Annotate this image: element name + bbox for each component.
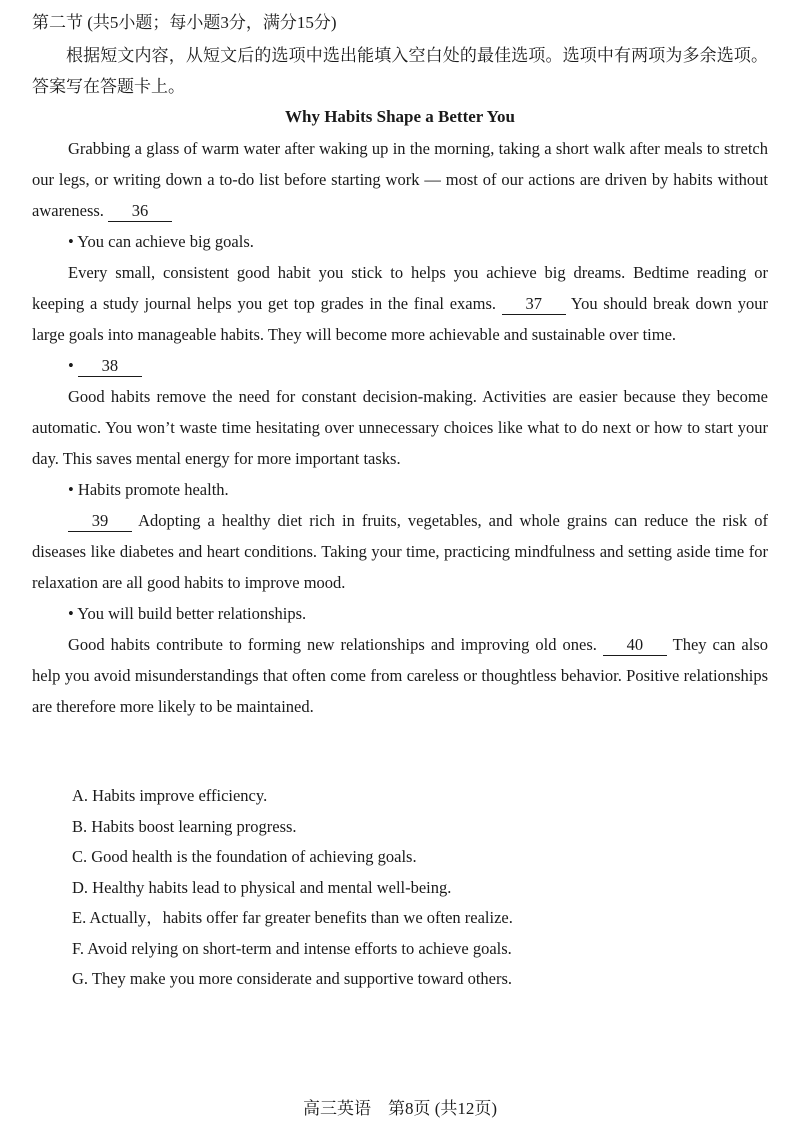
- blank-40: 40: [603, 635, 667, 656]
- bullet-blank-38: [32, 350, 768, 381]
- bullet-promote-health: • Habits promote health.: [68, 480, 229, 499]
- option-c: C. Good health is the foundation of achieving goals.: [72, 847, 417, 866]
- blank-37: 37: [502, 294, 566, 315]
- paragraph-2-text-a: Every small, consistent good habit you stick to helps you achieve big dreams. Bedtime reading or keeping a study journal helps you get top grades in the final exams.: [32, 263, 768, 313]
- bullet-achieve-goals: • You can achieve big goals.: [68, 232, 254, 251]
- option-b: B. Habits boost learning progress.: [72, 816, 297, 836]
- option-e: E. Actually，habits offer far greater benefits than we often realize.: [72, 908, 513, 927]
- option-g: G. They make you more considerate and supportive toward others.: [72, 969, 513, 988]
- passage-body: [32, 133, 768, 722]
- paragraph-5: [32, 629, 768, 722]
- paragraph-5-text-a: Good habits contribute to forming new relationships and improving old ones.: [68, 635, 597, 654]
- answer-options: [72, 781, 513, 995]
- option-a: A. Habits improve efficiency.: [72, 786, 268, 805]
- bullet-dot: •: [68, 356, 74, 375]
- paragraph-4: [32, 505, 768, 598]
- paragraph-2-text-b: You should break down your large goals into manageable habits. They will become more achievable and sustainable over time.: [32, 294, 769, 344]
- paragraph-3: Good habits remove the need for constant decision-making. Activities are easier because they become automatic. You won’t waste time hesitating over unnecessary choices like what to do next or how to start your day. This saves mental energy for more important tasks.: [32, 387, 768, 468]
- page-footer: 高三英语 第8页 (共12页): [302, 1099, 498, 1118]
- paragraph-2: [32, 257, 768, 350]
- blank-36: 36: [108, 201, 172, 222]
- paragraph-5-text-b: They can also help you avoid misunderstandings that often come from careless or thoughtless behavior. Positive relationships are therefore more likely to be maintained.: [32, 635, 769, 716]
- paragraph-1-text: Grabbing a glass of warm water after waking up in the morning, taking a short walk after meals to stretch our legs, or writing down a to-do list before starting work — most of our actions are driven by habits without awareness.: [32, 139, 768, 220]
- option-f: F. Avoid relying on short-term and intense efforts to achieve goals.: [72, 938, 512, 958]
- bullet-relationships: • You will build better relationships.: [68, 604, 307, 623]
- option-d: D. Healthy habits lead to physical and mental well-being.: [72, 877, 452, 897]
- blank-39: 39: [68, 511, 132, 532]
- paragraph-4-text: Adopting a healthy diet rich in fruits, vegetables, and whole grains can reduce the risk of diseases like diabetes and heart conditions. Taking your time, practicing mindfulness and setting aside time for relaxation are all good habits to improve mood.: [32, 511, 768, 592]
- blank-38: 38: [78, 356, 142, 377]
- passage-title: Why Habits Shape a Better You: [285, 107, 515, 126]
- section-title: 第二节 (共5小题；每小题3分，满分15分): [32, 13, 337, 32]
- paragraph-1: [32, 133, 768, 226]
- section-instructions: 根据短文内容，从短文后的选项中选出能填入空白处的最佳选项。选项中有两项为多余选项。答案写在答题卡上。: [32, 46, 768, 96]
